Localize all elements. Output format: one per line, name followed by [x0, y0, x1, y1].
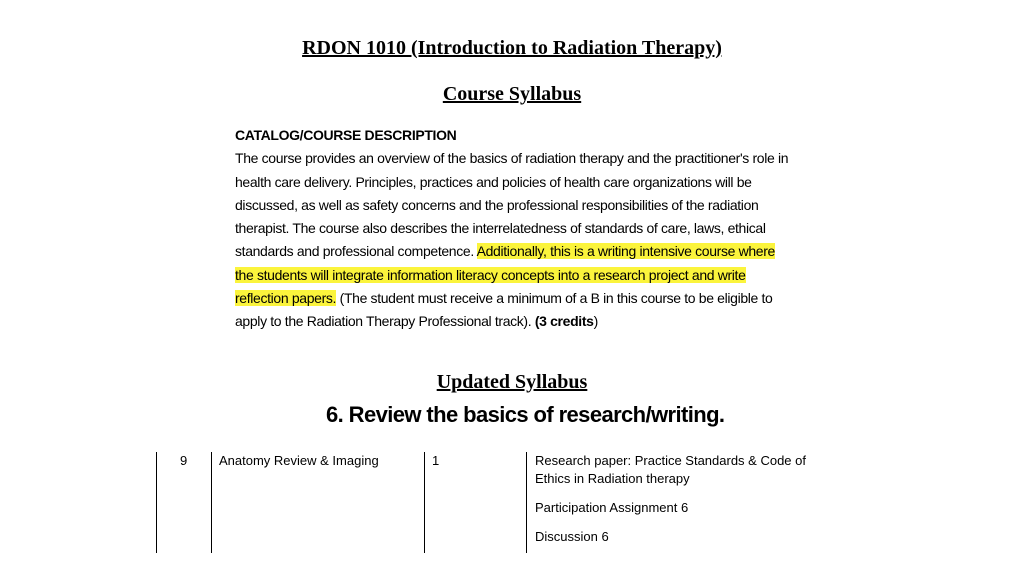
course-title: RDON 1010 (Introduction to Radiation Therapy)	[302, 37, 722, 59]
topic-cell: Anatomy Review & Imaging	[219, 453, 379, 468]
assignment-item: Discussion 6	[535, 529, 609, 544]
credits-text: (3 credits	[534, 313, 594, 330]
catalog-text: )	[593, 313, 598, 330]
schedule-table-row	[156, 452, 856, 553]
catalog-heading: CATALOG/COURSE DESCRIPTION	[235, 127, 457, 143]
course-syllabus-heading: Course Syllabus	[442, 83, 582, 105]
catalog-line: health care delivery. Principles, practices and policies of health care organizations will be	[235, 173, 752, 190]
table-divider	[156, 452, 157, 553]
catalog-description	[235, 124, 789, 334]
updated-syllabus-heading: Updated Syllabus	[436, 371, 588, 393]
unit-cell: 1	[432, 453, 440, 468]
week-cell: 9	[180, 453, 188, 468]
catalog-line	[235, 310, 775, 333]
catalog-line	[235, 264, 775, 287]
assignments-cell	[535, 452, 825, 557]
catalog-line: discussed, as well as safety concerns and the professional responsibilities of the radiation	[235, 196, 759, 213]
assignment-item: Participation Assignment 6	[535, 500, 689, 515]
review-heading: 6. Review the basics of research/writing.	[326, 402, 725, 427]
highlighted-text: reflection papers.	[235, 290, 337, 307]
highlighted-text: the students will integrate information literacy concepts into a research project and write	[235, 266, 746, 283]
catalog-line	[235, 287, 775, 310]
table-divider	[211, 452, 212, 553]
catalog-line: The course provides an overview of the basics of radiation therapy and the practitioner's role in	[235, 150, 789, 167]
catalog-line	[235, 240, 775, 263]
table-divider	[526, 452, 527, 553]
catalog-text: (The student must receive a minimum of a B in this course to be eligible to	[336, 290, 773, 307]
table-divider	[424, 452, 425, 553]
catalog-text: standards and professional competence.	[235, 243, 477, 260]
highlighted-text: Additionally, this is a writing intensive course where	[476, 243, 775, 260]
catalog-line: therapist. The course also describes the interrelatedness of standards of care, laws, ethical	[235, 220, 766, 237]
catalog-text: apply to the Radiation Therapy Professional track).	[235, 313, 535, 330]
assignment-item: Research paper: Practice Standards & Code of Ethics in Radiation therapy	[535, 453, 806, 486]
